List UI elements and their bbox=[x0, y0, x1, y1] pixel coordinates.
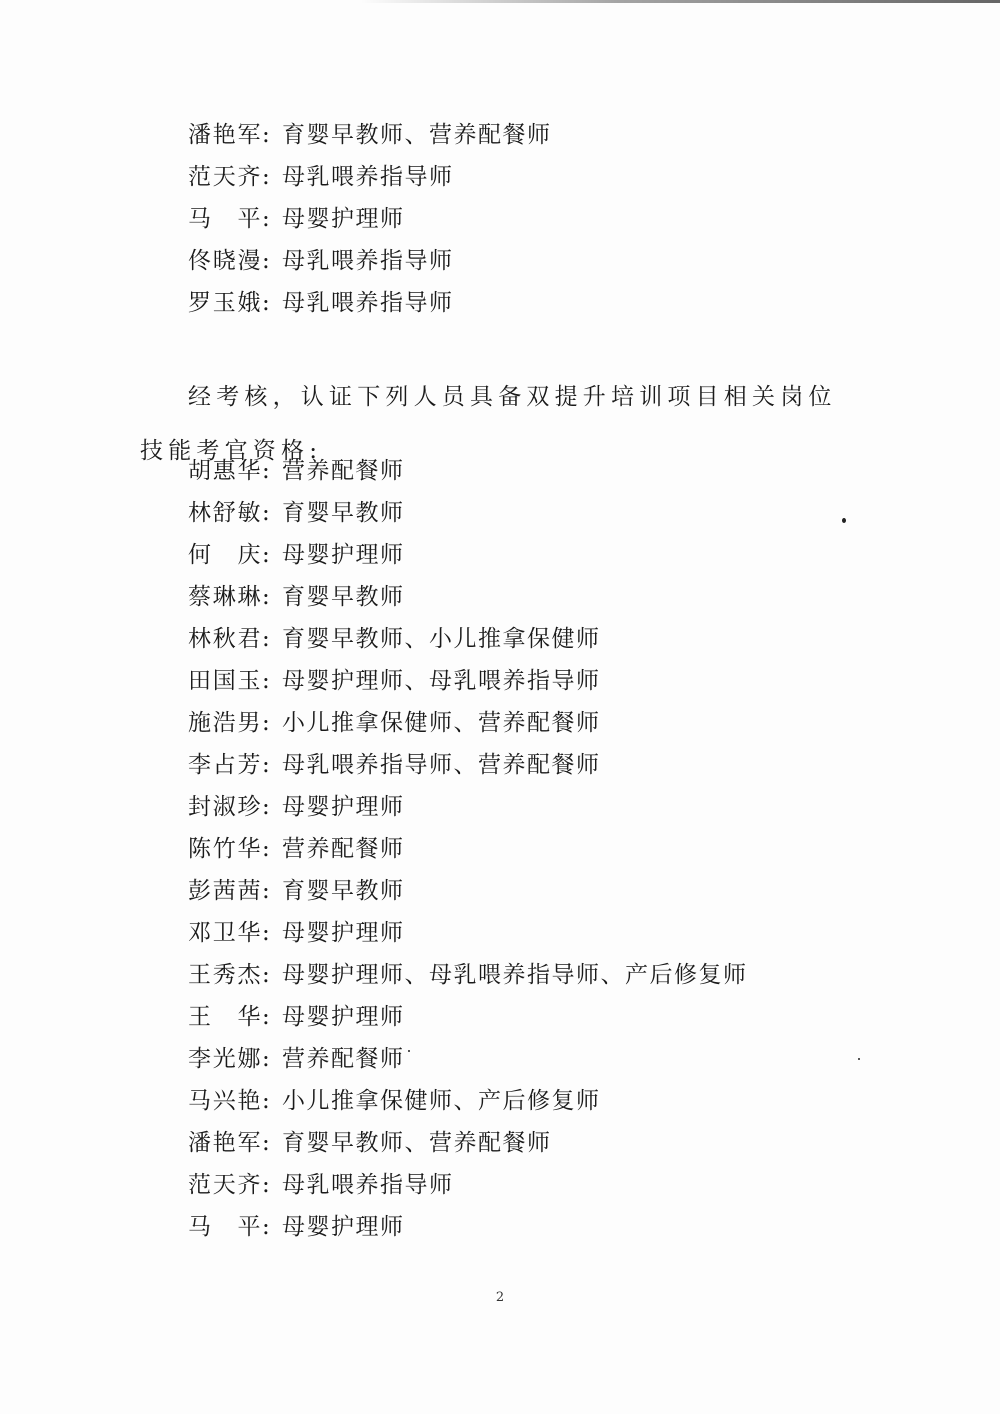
scan-speck bbox=[408, 1050, 410, 1052]
scan-speck bbox=[858, 1058, 860, 1060]
examiner-roles: 育婴早教师 bbox=[282, 584, 405, 610]
examiner-row bbox=[188, 702, 888, 744]
name-separator: : bbox=[262, 164, 272, 190]
examiner-name: 陈竹华 bbox=[188, 836, 262, 862]
name-separator: : bbox=[262, 122, 272, 148]
name-separator: : bbox=[262, 500, 272, 526]
examiner-row bbox=[188, 828, 888, 870]
examiner-roles: 母乳喂养指导师 bbox=[282, 290, 454, 316]
examiner-list-top bbox=[188, 114, 888, 324]
name-separator: : bbox=[262, 458, 272, 484]
name-separator: : bbox=[262, 668, 272, 694]
name-separator: : bbox=[262, 206, 272, 232]
examiner-list-bottom bbox=[188, 450, 888, 1248]
examiner-roles: 母乳喂养指导师 bbox=[282, 1172, 454, 1198]
examiner-name: 封淑珍 bbox=[188, 794, 262, 820]
examiner-name: 范天齐 bbox=[188, 164, 262, 190]
examiner-roles: 育婴早教师、营养配餐师 bbox=[282, 122, 552, 148]
examiner-name: 佟晓漫 bbox=[188, 248, 262, 274]
name-separator: : bbox=[262, 1088, 272, 1114]
examiner-row bbox=[188, 114, 888, 156]
examiner-roles: 育婴早教师、营养配餐师 bbox=[282, 1130, 552, 1156]
examiner-row bbox=[188, 198, 888, 240]
scan-speck bbox=[842, 518, 846, 523]
name-separator: : bbox=[262, 290, 272, 316]
examiner-row bbox=[188, 744, 888, 786]
examiner-row bbox=[188, 1164, 888, 1206]
name-separator: : bbox=[262, 710, 272, 736]
examiner-name: 王 华 bbox=[188, 1004, 262, 1030]
examiner-row bbox=[188, 282, 888, 324]
examiner-name: 邓卫华 bbox=[188, 920, 262, 946]
examiner-roles: 母婴护理师、母乳喂养指导师 bbox=[282, 668, 601, 694]
examiner-roles: 母乳喂养指导师、营养配餐师 bbox=[282, 752, 601, 778]
examiner-roles: 母婴护理师 bbox=[282, 794, 405, 820]
name-separator: : bbox=[262, 626, 272, 652]
name-separator: : bbox=[262, 584, 272, 610]
examiner-name: 潘艳军 bbox=[188, 122, 262, 148]
examiner-row bbox=[188, 240, 888, 282]
name-separator: : bbox=[262, 1172, 272, 1198]
examiner-roles: 营养配餐师 bbox=[282, 1046, 405, 1072]
name-separator: : bbox=[262, 962, 272, 988]
page-number: 2 bbox=[495, 1290, 505, 1305]
examiner-name: 胡惠华 bbox=[188, 458, 262, 484]
examiner-name: 施浩男 bbox=[188, 710, 262, 736]
examiner-roles: 小儿推拿保健师、营养配餐师 bbox=[282, 710, 601, 736]
examiner-roles: 母婴护理师 bbox=[282, 542, 405, 568]
examiner-row bbox=[188, 954, 888, 996]
examiner-row bbox=[188, 450, 888, 492]
examiner-roles: 育婴早教师 bbox=[282, 878, 405, 904]
examiner-roles: 育婴早教师、小儿推拿保健师 bbox=[282, 626, 601, 652]
name-separator: : bbox=[262, 1130, 272, 1156]
examiner-roles: 母乳喂养指导师 bbox=[282, 248, 454, 274]
examiner-name: 马兴艳 bbox=[188, 1088, 262, 1114]
examiner-row bbox=[188, 618, 888, 660]
examiner-row bbox=[188, 786, 888, 828]
name-separator: : bbox=[262, 878, 272, 904]
examiner-row bbox=[188, 576, 888, 618]
examiner-row bbox=[188, 660, 888, 702]
examiner-roles: 母婴护理师、母乳喂养指导师、产后修复师 bbox=[282, 962, 748, 988]
examiner-name: 潘艳军 bbox=[188, 1130, 262, 1156]
name-separator: : bbox=[262, 248, 272, 274]
examiner-row bbox=[188, 1206, 888, 1248]
examiner-roles: 母婴护理师 bbox=[282, 1004, 405, 1030]
examiner-roles: 母婴护理师 bbox=[282, 206, 405, 232]
examiner-roles: 母乳喂养指导师 bbox=[282, 164, 454, 190]
examiner-row bbox=[188, 996, 888, 1038]
examiner-name: 林秋君 bbox=[188, 626, 262, 652]
examiner-name: 罗玉娥 bbox=[188, 290, 262, 316]
examiner-name: 李光娜 bbox=[188, 1046, 262, 1072]
examiner-roles: 育婴早教师 bbox=[282, 500, 405, 526]
examiner-roles: 母婴护理师 bbox=[282, 1214, 405, 1240]
examiner-name: 马 平 bbox=[188, 1214, 262, 1240]
examiner-row bbox=[188, 1122, 888, 1164]
examiner-name: 蔡琳琳 bbox=[188, 584, 262, 610]
name-separator: : bbox=[262, 1046, 272, 1072]
name-separator: : bbox=[262, 836, 272, 862]
examiner-name: 何 庆 bbox=[188, 542, 262, 568]
examiner-row bbox=[188, 870, 888, 912]
examiner-name: 李占芳 bbox=[188, 752, 262, 778]
scan-edge-line bbox=[360, 0, 1000, 3]
examiner-row bbox=[188, 912, 888, 954]
certification-paragraph: 经考核，认证下列人员具备双提升培训项目相关岗位技能考官资格: bbox=[140, 384, 837, 464]
name-separator: : bbox=[262, 542, 272, 568]
examiner-row bbox=[188, 1038, 888, 1080]
examiner-row bbox=[188, 534, 888, 576]
examiner-row bbox=[188, 1080, 888, 1122]
examiner-roles: 小儿推拿保健师、产后修复师 bbox=[282, 1088, 601, 1114]
name-separator: : bbox=[262, 920, 272, 946]
examiner-name: 范天齐 bbox=[188, 1172, 262, 1198]
examiner-roles: 营养配餐师 bbox=[282, 458, 405, 484]
examiner-name: 林舒敏 bbox=[188, 500, 262, 526]
examiner-name: 王秀杰 bbox=[188, 962, 262, 988]
name-separator: : bbox=[262, 794, 272, 820]
examiner-row bbox=[188, 492, 888, 534]
examiner-roles: 母婴护理师 bbox=[282, 920, 405, 946]
examiner-name: 彭茜茜 bbox=[188, 878, 262, 904]
name-separator: : bbox=[262, 1004, 272, 1030]
examiner-row bbox=[188, 156, 888, 198]
name-separator: : bbox=[262, 752, 272, 778]
examiner-name: 田国玉 bbox=[188, 668, 262, 694]
examiner-roles: 营养配餐师 bbox=[282, 836, 405, 862]
examiner-name: 马 平 bbox=[188, 206, 262, 232]
name-separator: : bbox=[262, 1214, 272, 1240]
